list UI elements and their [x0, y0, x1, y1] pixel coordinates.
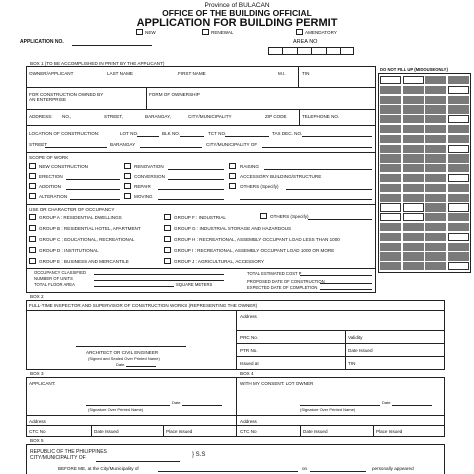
city-of-label: CITY/MUNICIPALITY OF: [206, 142, 258, 147]
group-g-label: GROUP G : INDUSTRIAL STORAGE AND HAZARDOUS: [174, 226, 292, 231]
office-use-cell: [425, 154, 446, 162]
office-use-cell: [448, 243, 469, 251]
office-use-cell: [425, 203, 446, 211]
erection-checkbox[interactable]: [29, 173, 36, 179]
office-use-cell: [403, 184, 424, 192]
box4-date-label: Date: [382, 400, 391, 405]
location-label: LOCATION OF CONSTRUCTION:: [29, 131, 100, 136]
renewal-label: RENEWAL: [211, 30, 234, 35]
office-use-cell: [380, 125, 401, 133]
box1-label: BOX 1 (TO BE ACCOMPLISHED IN PRINT BY THE APPLICANT): [30, 61, 165, 66]
office-use-cell: [448, 223, 469, 231]
ptr-no-label: PTR No.: [240, 348, 258, 353]
raising-label: RAISING: [240, 164, 259, 169]
office-use-cell: [403, 96, 424, 104]
office-use-cell: [448, 76, 469, 84]
city-municipality-label: CITY/MUNICIPALITY OF: [30, 455, 86, 461]
moving-label: MOVING: [134, 194, 153, 199]
box3-ctc-label: CTC No: [29, 429, 46, 434]
group-h-label: GROUP H : RECREATIONAL, ASSEMBLY OCCUPANT LOAD LESS THAN 1000: [174, 237, 340, 242]
box5-label: BOX 5: [30, 438, 44, 443]
box2-address-label: Address: [240, 314, 257, 319]
office-use-cell: [425, 252, 446, 260]
office-use-cell: [425, 96, 446, 104]
office-use-cell: [425, 115, 446, 123]
group-j-label: GROUP J : AGRICULTURAL, ACCESSORY: [174, 259, 265, 264]
office-use-cell: [448, 96, 469, 104]
office-use-cell: [380, 233, 401, 241]
on-label: on: [302, 466, 308, 471]
office-use-cell: [403, 164, 424, 172]
tct-no-label: TCT NO.: [208, 131, 227, 136]
office-use-cell: [425, 243, 446, 251]
province-label: Province of BULACAN: [204, 2, 270, 9]
moving-checkbox[interactable]: [124, 193, 131, 199]
office-use-cell: [425, 135, 446, 143]
office-use-cell: [380, 203, 401, 211]
office-use-cell: [403, 262, 424, 270]
group-f-checkbox[interactable]: [164, 214, 171, 220]
prc-no-label: PRC No.: [240, 335, 259, 340]
personally-appeared-label: personally appeared: [372, 466, 414, 471]
office-use-cell: [380, 262, 401, 270]
amendatory-label: AMENDATORY: [305, 30, 337, 35]
group-a-label: GROUP A : RESIDENTIAL DWELLINGS: [39, 215, 122, 220]
new-checkbox[interactable]: [136, 29, 143, 35]
office-use-cell: [403, 154, 424, 162]
office-use-cell: [448, 125, 469, 133]
box4-place-issued-label: Place Issued: [376, 429, 403, 434]
office-use-cell: [403, 76, 424, 84]
new-construction-label: NEW CONSTRUCTION: [39, 164, 88, 169]
proposed-date-label: PROPOSED DATE OF CONSTRUCTION: [247, 279, 325, 284]
square-meters-label: SQUARE METERS: [176, 282, 213, 287]
office-use-cell: [425, 86, 446, 94]
total-cost-label: TOTAL ESTIMATED COST P: [247, 271, 302, 276]
addition-checkbox[interactable]: [29, 183, 36, 189]
republic-label: REPUBLIC OF THE PHILIPPINES: [30, 449, 107, 455]
box3-signature-label: (Signature Over Printed Name): [88, 407, 144, 412]
box2-label: BOX 2: [30, 294, 44, 299]
erection-label: ERECTION: [39, 174, 63, 179]
others-scope-label: OTHERS (Specify): [240, 184, 279, 189]
group-i-label: GROUP I : RECREATIONAL, ASSEMBLY OCCUPANT LOAD 1000 OR MORE: [174, 248, 335, 253]
office-use-cell: [425, 223, 446, 231]
accessory-building-checkbox[interactable]: [229, 173, 236, 179]
conversion-label: CONVERSION: [134, 174, 165, 179]
box2-tin-label: TIN: [348, 361, 356, 366]
occupancy-label: USE OR CHARACTER OF OCCUPANCY: [29, 207, 115, 212]
box3-date-issued-label: Date Issued: [94, 429, 119, 434]
office-use-cell: [425, 233, 446, 241]
office-use-cell: [403, 203, 424, 211]
box3-address-label: Address: [29, 419, 46, 424]
office-use-cell: [380, 243, 401, 251]
box4-ctc-label: CTC No: [240, 429, 257, 434]
office-use-cell: [403, 252, 424, 260]
office-use-cell: [425, 194, 446, 202]
office-use-cell: [448, 184, 469, 192]
office-use-cell: [448, 203, 469, 211]
group-g-checkbox[interactable]: [164, 225, 171, 231]
group-d-label: GROUP D : INSTITUTIONAL: [39, 248, 99, 253]
repair-label: REPAIR: [134, 184, 151, 189]
office-use-cell: [448, 135, 469, 143]
amendatory-checkbox[interactable]: [296, 29, 303, 35]
last-name-label: LAST NAME: [107, 71, 133, 76]
address-street-label: STREET,: [104, 114, 123, 119]
office-use-cell: [380, 223, 401, 231]
applicant-label: APPLICANT:: [29, 381, 56, 386]
office-use-cell: [380, 135, 401, 143]
office-use-cell: [448, 233, 469, 241]
office-use-cell: [403, 125, 424, 133]
addition-label: ADDITION: [39, 184, 61, 189]
accessory-building-label: ACCESSORY BUILDING/STRUCTURE: [240, 174, 322, 179]
office-use-cell: [448, 86, 469, 94]
new-label: NEW: [145, 30, 156, 35]
office-use-cell: [380, 174, 401, 182]
group-b-label: GROUP B : RESIDENTIAL HOTEL, APARTMENT: [39, 226, 141, 231]
group-c-label: GROUP C : EDUCATIONAL, RECREATIONAL: [39, 237, 135, 242]
office-use-cell: [380, 96, 401, 104]
office-use-cell: [425, 262, 446, 270]
box4-label: BOX 4: [240, 371, 254, 376]
group-i-checkbox[interactable]: [164, 247, 171, 253]
ss-label: } S.S: [192, 452, 206, 458]
office-use-cell: [425, 213, 446, 221]
office-use-cell: [380, 194, 401, 202]
zip-code-label: ZIP CODE: [265, 114, 287, 119]
office-use-cell: [425, 184, 446, 192]
office-use-cell: [448, 145, 469, 153]
construction-owned-label: FOR CONSTRUCTION OWNED BY AN ENTERPRISE: [29, 92, 104, 102]
group-j-checkbox[interactable]: [164, 258, 171, 264]
group-e-label: GROUP E : BUSINESS AND MERCANTILE: [39, 259, 129, 264]
total-floor-area-label: TOTAL FLOOR AREA: [34, 282, 75, 287]
validity-label: Validity: [348, 335, 363, 340]
office-use-cell: [448, 194, 469, 202]
office-use-cell: [403, 135, 424, 143]
scope-of-work-label: SCOPE OF WORK: [29, 155, 69, 160]
office-use-cell: [403, 174, 424, 182]
group-e-checkbox[interactable]: [29, 258, 36, 264]
conversion-checkbox[interactable]: [124, 173, 131, 179]
group-c-checkbox[interactable]: [29, 236, 36, 242]
office-use-cell: [380, 86, 401, 94]
office-use-cell: [380, 213, 401, 221]
office-use-cell: [448, 164, 469, 172]
alteration-label: ALTERATION: [39, 194, 68, 199]
page-title: APPLICATION FOR BUILDING PERMIT: [136, 17, 338, 29]
group-a-checkbox[interactable]: [29, 214, 36, 220]
office-use-cell: [403, 194, 424, 202]
others-scope-checkbox[interactable]: [229, 183, 236, 189]
occupancy-classified-label: OCCUPANCY CLASSIFIED: [34, 270, 86, 275]
office-use-cell: [380, 252, 401, 260]
office-use-cell: [448, 154, 469, 162]
office-use-cell: [380, 76, 401, 84]
engineer-date-label: Date: [116, 362, 125, 367]
date-issued-label: Date Issued: [348, 348, 373, 353]
office-use-cell: [448, 115, 469, 123]
office-use-cell: [425, 105, 446, 113]
raising-checkbox[interactable]: [229, 163, 236, 169]
alteration-checkbox[interactable]: [29, 193, 36, 199]
box4-signature-label: (Signature Over Printed Name): [300, 407, 356, 412]
side-grid-label: DO NOT FILL UP (MIDOUSEONLY): [380, 67, 448, 72]
engineer-signed-label: (Signed and Sealed Over Printed Name): [88, 356, 160, 361]
application-no-field[interactable]: [72, 45, 152, 46]
others-occupancy-checkbox[interactable]: [260, 213, 267, 219]
form-of-ownership-label: FORM OF OWNERSHIP: [149, 92, 200, 97]
consent-label: WITH MY CONSENT: LOT OWNER: [240, 381, 314, 386]
office-use-cell: [380, 184, 401, 192]
office-use-cell: [380, 145, 401, 153]
blk-no-label: BLK NO.: [162, 131, 181, 136]
office-use-cell: [425, 145, 446, 153]
box4-date-issued-label: Date Issued: [303, 429, 328, 434]
others-occupancy-label: OTHERS (Specify): [270, 214, 309, 219]
engineer-label: ARCHITECT OR CIVIL ENGINEER: [86, 350, 159, 355]
office-use-cell: [380, 164, 401, 172]
mi-label: M.I.: [278, 71, 286, 76]
box2-title: FULL-TIME INSPECTOR AND SUPERVISOR OF CONSTRUCTION WORKS (REPRESENTING THE OWNER): [29, 303, 258, 308]
engineer-signature-line[interactable]: [76, 346, 186, 347]
owner-applicant-label: OWNER/APPLICANT: [29, 71, 74, 76]
office-use-cell: [403, 145, 424, 153]
box4-address-label: Address: [240, 419, 257, 424]
office-use-cell: [403, 213, 424, 221]
office-use-cell: [403, 243, 424, 251]
area-no-label: AREA NO: [293, 39, 318, 45]
office-use-cell: [380, 105, 401, 113]
new-construction-checkbox[interactable]: [29, 163, 36, 169]
office-use-cell: [403, 223, 424, 231]
renewal-checkbox[interactable]: [202, 29, 209, 35]
address-barangay-label: BARANGAY,: [145, 114, 171, 119]
office-use-cell: [425, 125, 446, 133]
office-use-cell: [380, 154, 401, 162]
address-no-label: NO.,: [62, 114, 72, 119]
office-use-cell: [403, 115, 424, 123]
renovation-label: RENOVATION: [134, 164, 164, 169]
office-use-cell: [448, 252, 469, 260]
lot-no-label: LOT NO.: [120, 131, 139, 136]
telephone-label: TELEPHONE NO.: [302, 114, 340, 119]
expected-date-label: EXPECTED DATE OF COMPLETION: [247, 285, 318, 290]
office-label: OFFICE OF THE BUILDING OFFICIAL: [162, 8, 312, 18]
office-use-cell: [403, 105, 424, 113]
office-use-cell: [448, 262, 469, 270]
number-of-units-label: NUMBER OF UNITS: [34, 276, 73, 281]
office-use-cell: [425, 76, 446, 84]
application-no-label: APPLICATION NO.: [20, 39, 64, 45]
office-use-cell: [448, 174, 469, 182]
group-b-checkbox[interactable]: [29, 225, 36, 231]
tin-label: TIN: [302, 71, 310, 76]
first-name-label: FIRST NAME: [178, 71, 206, 76]
office-use-cell: [425, 164, 446, 172]
renovation-checkbox[interactable]: [124, 163, 131, 169]
office-use-cell: [403, 86, 424, 94]
office-use-cell: [425, 174, 446, 182]
group-f-label: GROUP F : INDUSTRIAL: [174, 215, 226, 220]
issued-at-label: Issued at: [240, 361, 259, 366]
address-city-label: CITY/MUNICIPALITY: [188, 114, 232, 119]
group-d-checkbox[interactable]: [29, 247, 36, 253]
address-label: ADDRESS:: [29, 114, 53, 119]
repair-checkbox[interactable]: [124, 183, 131, 189]
box3-date-label: Date: [172, 400, 181, 405]
box3-label: BOX 3: [30, 371, 44, 376]
office-use-cell: [448, 213, 469, 221]
box3-place-issued-label: Place Issued: [166, 429, 193, 434]
office-use-cell: [448, 105, 469, 113]
street-label: STREET: [29, 142, 48, 147]
office-use-cell: [380, 115, 401, 123]
office-use-cell: [403, 233, 424, 241]
group-h-checkbox[interactable]: [164, 236, 171, 242]
tax-dec-label: TAX DEC. NO.: [272, 131, 303, 136]
before-me-label: BEFORE ME, at the City/Municipality of: [58, 466, 139, 471]
barangay-label: BARANGAY: [110, 142, 136, 147]
